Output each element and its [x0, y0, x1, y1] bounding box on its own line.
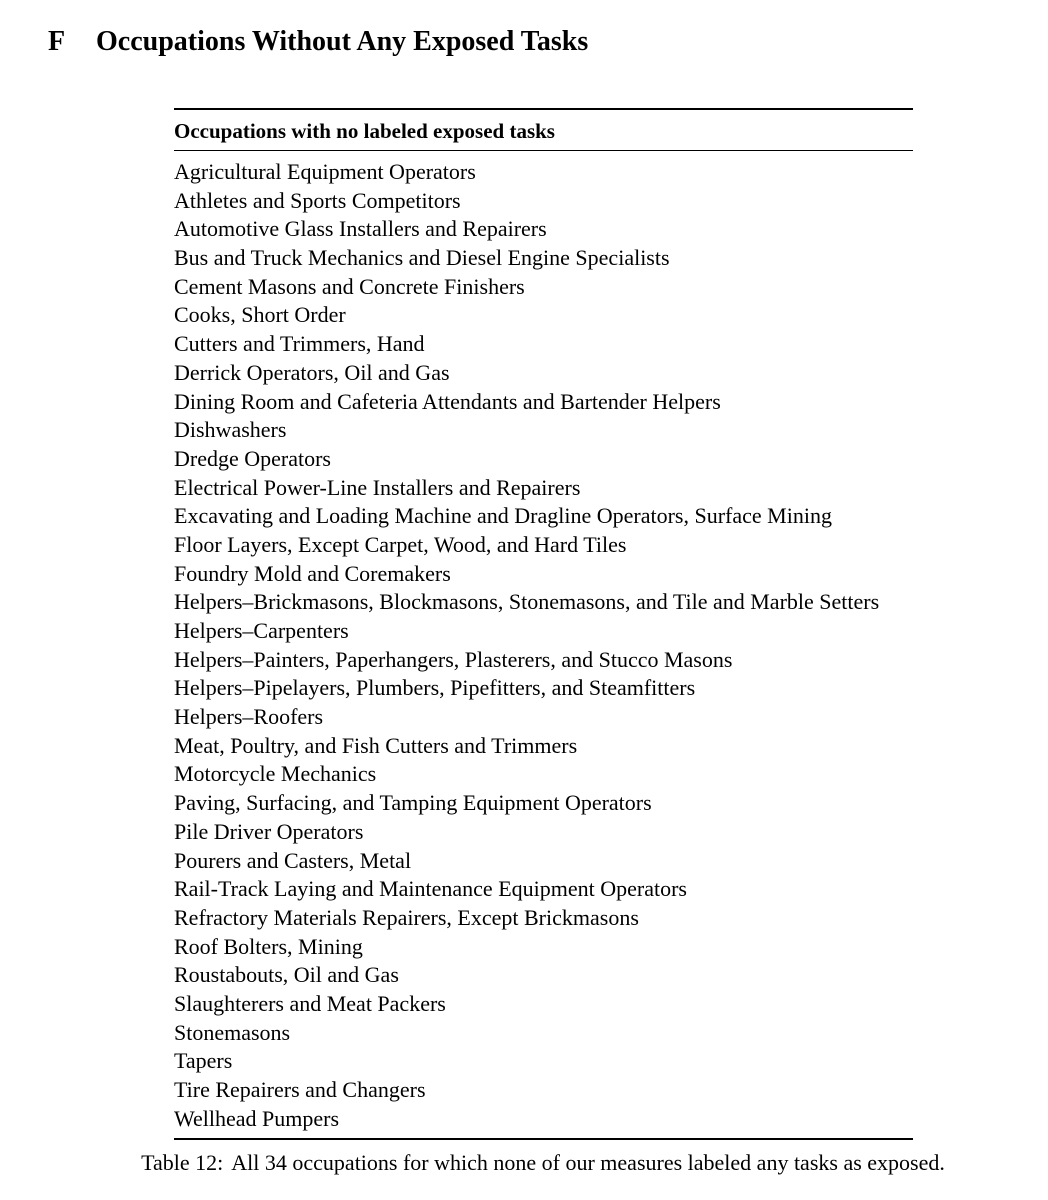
table-row: Athletes and Sports Competitors — [174, 187, 461, 213]
section-title: Occupations Without Any Exposed Tasks — [96, 26, 589, 57]
table-row: Cutters and Trimmers, Hand — [174, 331, 425, 357]
table-row: Paving, Surfacing, and Tamping Equipment Operators — [174, 790, 652, 816]
table-header: Occupations with no labeled exposed tasks — [174, 119, 555, 143]
table-row: Bus and Truck Mechanics and Diesel Engine Specialists — [174, 245, 670, 271]
table-row: Derrick Operators, Oil and Gas — [174, 359, 450, 385]
table-row: Roof Bolters, Mining — [174, 933, 363, 959]
table-row: Meat, Poultry, and Fish Cutters and Trimmers — [174, 732, 578, 758]
table-row: Agricultural Equipment Operators — [174, 159, 476, 184]
table-row: Dishwashers — [174, 417, 287, 443]
table-bottom-rule — [174, 1138, 913, 1140]
table-row: Helpers–Painters, Paperhangers, Plasterers, and Stucco Masons — [174, 646, 733, 672]
caption-label: Table 12: — [141, 1150, 224, 1175]
section-heading — [48, 22, 588, 62]
table-row: Automotive Glass Installers and Repairers — [174, 216, 547, 242]
table-row: Foundry Mold and Coremakers — [174, 560, 451, 586]
table-row: Wellhead Pumpers — [174, 1105, 340, 1131]
table-row: Tapers — [174, 1048, 233, 1074]
table-row: Excavating and Loading Machine and Dragline Operators, Surface Mining — [174, 503, 832, 529]
table-row: Pile Driver Operators — [174, 818, 364, 844]
table-row: Slaughterers and Meat Packers — [174, 990, 446, 1016]
table-row: Tire Repairers and Changers — [174, 1077, 426, 1102]
table-row: Refractory Materials Repairers, Except Brickmasons — [174, 904, 639, 930]
table-row: Motorcycle Mechanics — [174, 761, 377, 787]
table-row: Helpers–Carpenters — [174, 618, 349, 643]
table-row: Pourers and Casters, Metal — [174, 847, 412, 873]
table-row: Stonemasons — [174, 1019, 291, 1045]
table-row: Rail-Track Laying and Maintenance Equipment Operators — [174, 876, 687, 902]
table-row: Helpers–Brickmasons, Blockmasons, Stonemasons, and Tile and Marble Setters — [174, 589, 880, 615]
table-row: Helpers–Pipelayers, Plumbers, Pipefitters, and Steamfitters — [174, 675, 696, 701]
table-row: Cooks, Short Order — [174, 302, 346, 328]
table-row: Helpers–Roofers — [174, 704, 324, 730]
caption-text: All 34 occupations for which none of our measures labeled any tasks as exposed. — [231, 1150, 945, 1175]
table-body — [174, 151, 913, 1138]
table-row: Dining Room and Cafeteria Attendants and Bartender Helpers — [174, 388, 721, 414]
occupations-table — [174, 108, 913, 1140]
table-row: Dredge Operators — [174, 445, 331, 471]
table-row: Roustabouts, Oil and Gas — [174, 962, 399, 988]
table-row: Cement Masons and Concrete Finishers — [174, 273, 525, 299]
table-row: Electrical Power-Line Installers and Repairers — [174, 474, 581, 500]
table-row: Floor Layers, Except Carpet, Wood, and Hard Tiles — [174, 531, 627, 557]
section-number: F — [48, 26, 66, 57]
table-caption — [0, 1148, 1048, 1178]
